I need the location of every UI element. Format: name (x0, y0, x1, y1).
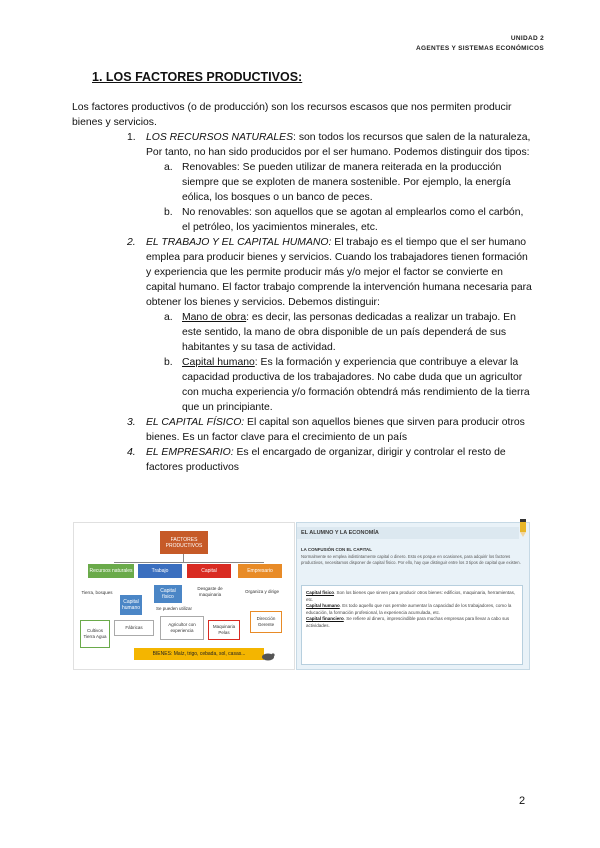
student-economy-box (296, 522, 530, 670)
sub-term: Mano de obra (182, 312, 247, 323)
list-item-3 (127, 415, 532, 445)
definition-term: Capital humano (306, 603, 340, 608)
definition-term: Capital físico (306, 590, 335, 595)
diagram-box-capital: Capital (187, 564, 231, 578)
sub-item-2a (164, 310, 532, 355)
definition-text: . Es todo aquello que nos permite aumentar la capacidad de los trabajadores, como la educación, la formación profesional, la experiencia acumulada, etc. (306, 603, 512, 615)
header-unit: UNIDAD 2 (510, 35, 544, 42)
sub-text: : es decir, las personas dedicadas a realizar un trabajo. En este sentido, la mano de obra disponible de un país dependerá de sus habitantes y su tasa de actividad. (182, 312, 516, 353)
diagram-bottom-box: BIENES: Maíz, trigo, cebada, sol, casas... (134, 648, 264, 660)
list-term: EL TRABAJO Y EL CAPITAL HUMANO: (146, 237, 332, 248)
sub-item-1b (164, 205, 532, 235)
sub-item-2b (164, 355, 532, 415)
list-number: 3. (127, 417, 136, 428)
diagram-box: Dirección Gerente (250, 611, 282, 633)
sub-number: a. (164, 312, 173, 323)
sidebar-title: EL ALUMNO Y LA ECONOMÍA (297, 527, 519, 539)
sub-text: : Es la formación y experiencia que contribuye a elevar la capacidad productiva de los trabajadores. No cabe duda que un agricultor con mucha experiencia y/o formación obtendrá más rendimiento de la tierra que un principiante. (182, 357, 530, 413)
document-body (72, 100, 532, 475)
diagram-top-box: FACTORES PRODUCTIVOS (160, 531, 208, 554)
list-term: EL CAPITAL FÍSICO: (146, 417, 245, 428)
intro-paragraph: Los factores productivos (o de producción) son los recursos escasos que nos permiten producir bienes y servicios. (72, 102, 512, 128)
diagram-note: Se pueden utilizar (152, 605, 196, 613)
list-term: LOS RECURSOS NATURALES (146, 132, 294, 143)
list-item-4 (127, 445, 532, 475)
definition-financial (306, 616, 518, 629)
sub-number: b. (164, 357, 173, 368)
factors-diagram (73, 522, 295, 670)
diagram-box-trabajo: Trabajo (138, 564, 182, 578)
capital-definitions-box (301, 585, 523, 665)
diagram-box: Fábricas (114, 620, 154, 636)
list-number: 4. (127, 447, 136, 458)
diagram-connector (114, 562, 264, 563)
definition-human (306, 603, 518, 616)
diagram-box-natural: Recursos naturales (88, 564, 134, 578)
sub-number: b. (164, 207, 173, 218)
definition-term: Capital financiero (306, 616, 344, 621)
sub-number: a. (164, 162, 173, 173)
sub-text: Renovables: Se pueden utilizar de manera reiterada en la producción siempre que se exploten de manera sostenible. Por ejemplo, la energía eólica, los bosques o un banco de peces. (182, 162, 511, 203)
mouse-icon (260, 651, 276, 661)
list-text: Es el encargado de organizar, dirigir y controlar el resto de factores productivos (146, 447, 506, 473)
diagram-box-empresario: Empresario (238, 564, 282, 578)
diagram-note: Tierra, bosques (80, 586, 114, 600)
list-text: El trabajo es el tiempo que el ser humano emplea para producir bienes y servicios. Cuando los trabajadores tienen formación y experiencia que les permite producir más y/o mejor el factor se convierte en capital humano. El factor trabajo comprende la intervención humana necesaria para obtener los bienes y servicios. Debemos distinguir: (146, 237, 532, 308)
definition-text: . Se refiere al dinero, imprescindible para muchas empresas para llevar a cabo sus actividades. (306, 616, 510, 628)
diagram-note: Desgaste de maquinaria (190, 585, 230, 599)
sidebar-paragraph: Normalmente se emplea indistintamente capital o dinero. Esto es porque en ocasiones, para adquirir los factores productivos, necesitamos disponer de capital físico. Por ello, hay que distinguir entre los 3 tipos de capital que existen. (301, 554, 521, 565)
sub-term: Capital humano (182, 357, 255, 368)
sub-item-1a (164, 160, 532, 205)
list-number: 1. (127, 132, 136, 143)
definition-physical (306, 590, 518, 603)
list-number: 2. (127, 237, 136, 248)
diagram-box: Cultivos Tierra Agua (80, 620, 110, 648)
diagram-note: Organiza y dirige (240, 585, 284, 599)
sidebar-subtitle: LA CONFUSIÓN CON EL CAPITAL (301, 547, 372, 552)
definition-text: . Son los bienes que sirven para producir otros bienes: edificios, maquinaria, herramientas, etc. (306, 590, 516, 602)
page-header (416, 34, 544, 54)
diagram-box: Maquinaria Pelas (208, 620, 240, 640)
section-title: 1. LOS FACTORES PRODUCTIVOS: (92, 70, 303, 84)
sub-text: No renovables: son aquellos que se agotan al emplearlos como el carbón, el petróleo, los yacimientos minerales, etc. (182, 207, 524, 233)
header-subtitle: AGENTES Y SISTEMAS ECONÓMICOS (415, 45, 544, 52)
list-text: : son todos los recursos que salen de la naturaleza, Por tanto, no han sido producidos por el ser humano. Podemos distinguir dos tipos: (146, 132, 531, 158)
diagram-connector (183, 554, 184, 562)
list-text: El capital son aquellos bienes que sirven para producir otros bienes. Es un factor clave para el crecimiento de un país (146, 417, 525, 443)
list-item-1 (127, 130, 532, 160)
pencil-icon (519, 519, 527, 537)
diagram-box-human-capital: Capital humano (120, 595, 142, 615)
diagram-box: Agricultor con experiencia (160, 616, 204, 640)
list-term: EL EMPRESARIO: (146, 447, 234, 458)
diagram-box-physical-capital: Capital físico (154, 585, 182, 603)
page-number: 2 (519, 795, 526, 807)
list-item-2 (127, 235, 532, 310)
